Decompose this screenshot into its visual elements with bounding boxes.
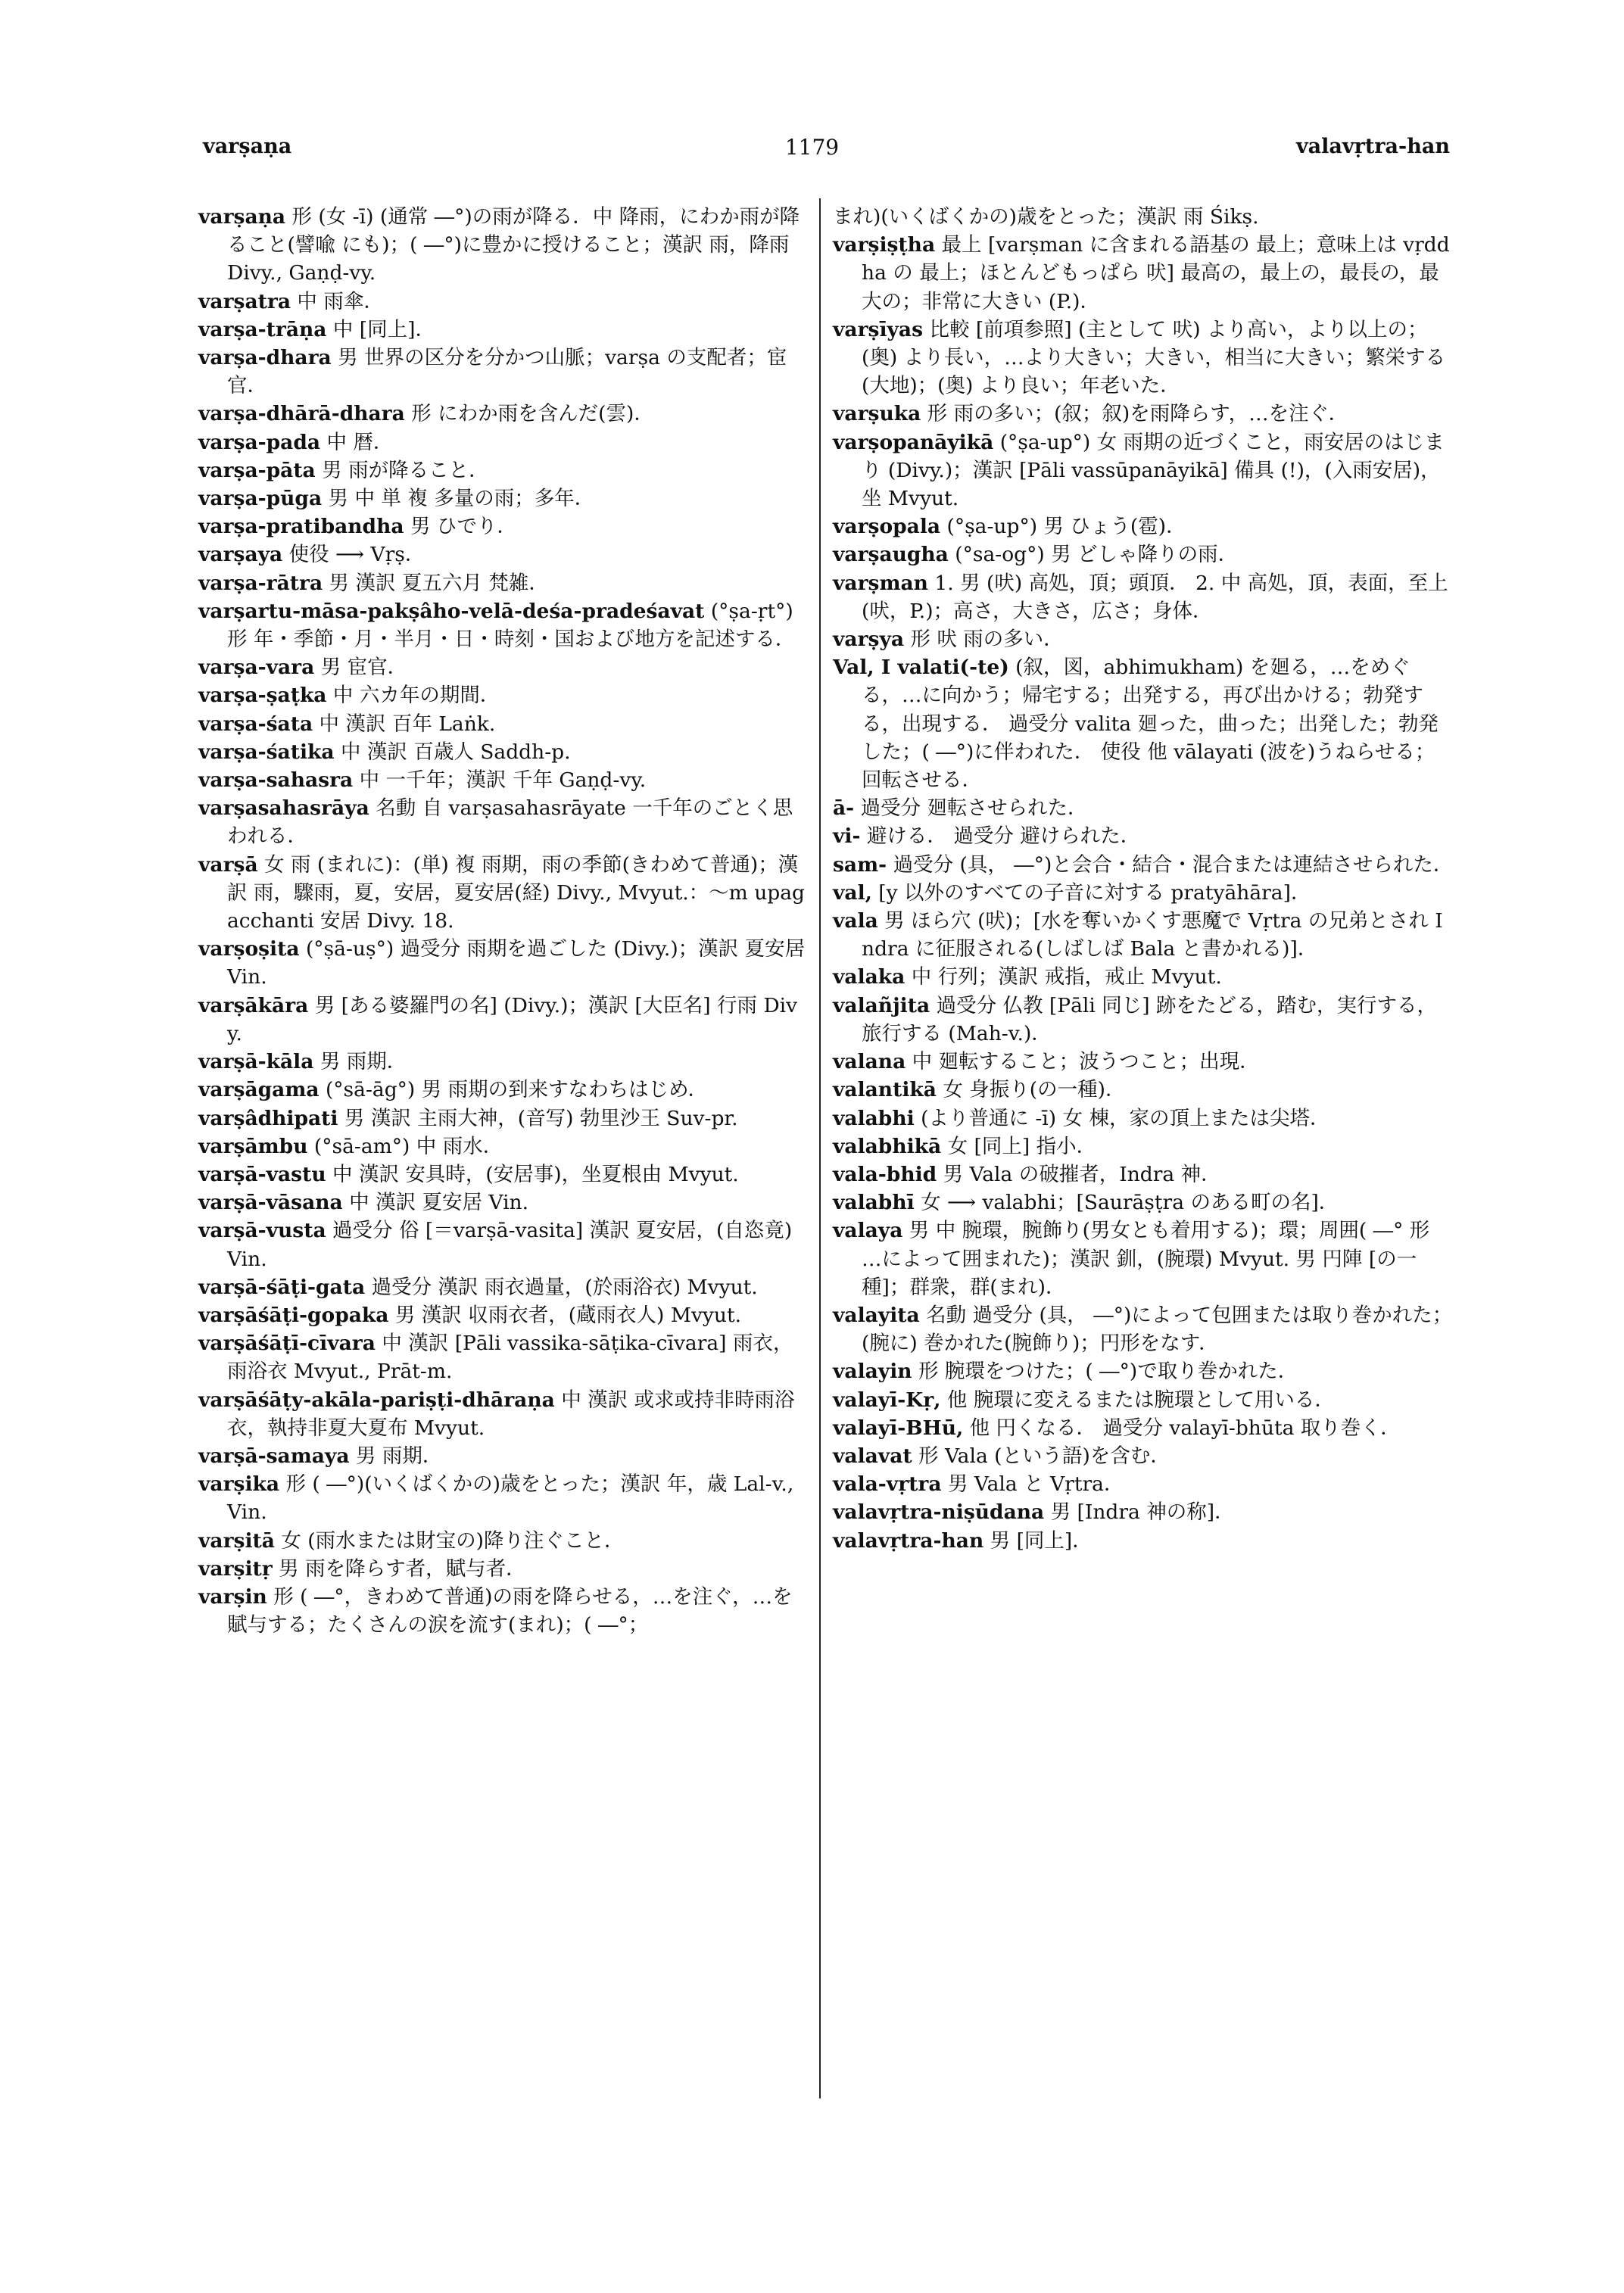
dictionary-entry xyxy=(198,851,812,936)
dictionary-entry xyxy=(833,1442,1454,1470)
definition: 男 中 単 複 多量の雨；多年． xyxy=(322,487,595,511)
definition: (°ṣa-ṛt°) 形 年・季節・月・半月・日・時刻・国および地方を記述する． xyxy=(227,599,796,652)
headword: varṣya xyxy=(833,628,905,652)
dictionary-entry xyxy=(198,1527,812,1555)
headword: varṣa-vara xyxy=(198,656,315,680)
headword: varṣika xyxy=(198,1472,280,1497)
definition: 使役 ⟶ Vṛṣ． xyxy=(282,543,425,567)
dictionary-entry xyxy=(833,653,1454,794)
headword: varṣā-vastu xyxy=(198,1162,326,1186)
definition: (°ṣā-uṣ°) 過受分 雨期を過ごした (Divy.)；漢訳 夏安居 Vin. xyxy=(227,937,806,989)
dictionary-entry xyxy=(198,794,812,850)
dictionary-entry xyxy=(833,1527,1454,1555)
headword: varṣitā xyxy=(198,1528,275,1553)
headword: valavṛtra-niṣūdana xyxy=(833,1500,1045,1525)
definition: 中 漢訳 [Pāli vassika-sāṭika-cīvara] 雨衣，雨浴衣 Mvyut., Prāt-m. xyxy=(227,1332,793,1384)
definition: (°sā-āg°) 男 雨期の到来すなわちはじめ． xyxy=(319,1078,709,1102)
headword: varṣā-samaya xyxy=(198,1444,350,1468)
dictionary-entry xyxy=(198,1555,812,1583)
column-divider xyxy=(819,198,821,2098)
dictionary-entry xyxy=(833,1161,1454,1189)
headword: varṣartu-māsa-pakṣâho-velā-deśa-pradeśavat xyxy=(198,599,705,623)
definition: 形 (女 -ī) (通常 ―°)の雨が降る．中 降雨，にわか雨が降ること(譬喩 にも)；( ―°)に豊かに授けること；漢訳 雨，降雨 Divy., Gaṇḍ-vy. xyxy=(227,205,800,285)
headword: varṣāśāṭī-cīvara xyxy=(198,1332,376,1356)
headword: varṣīyas xyxy=(833,317,924,341)
running-head-right: valavṛtra-han xyxy=(1295,135,1450,158)
definition: 中 漢訳 百歳人 Saddh-p. xyxy=(334,740,571,764)
headword: varṣa-śata xyxy=(198,712,313,736)
headword: vala-vṛtra xyxy=(833,1472,942,1497)
page-header xyxy=(0,135,1624,173)
definition: 男 漢訳 主雨大神，(音写) 勃里沙王 Suv-pr. xyxy=(338,1106,738,1130)
headword: varṣaṇa xyxy=(198,205,286,229)
definition: 中 行列；漢訳 戒指，戒止 Mvyut. xyxy=(905,965,1222,989)
headword: varṣaugha xyxy=(833,543,949,567)
headword: valana xyxy=(833,1050,906,1074)
headword: ā- xyxy=(833,796,855,821)
dictionary-entry xyxy=(198,1329,812,1385)
definition: 避ける． 過受分 避けられた． xyxy=(860,824,1141,849)
headword: valayī-BHū, xyxy=(833,1416,964,1440)
headword: varṣa-sahasra xyxy=(198,768,354,793)
headword: valayin xyxy=(833,1360,912,1384)
headword: valabhi xyxy=(833,1106,915,1130)
definition: 中 漢訳 或求或持非時雨浴衣，執持非夏大夏布 Mvyut. xyxy=(227,1388,795,1440)
definition: 中 漢訳 安具時，(安居事)，坐夏根由 Mvyut. xyxy=(326,1162,739,1186)
dictionary-entry xyxy=(198,288,812,316)
right-column xyxy=(833,203,1454,1555)
dictionary-entry xyxy=(833,822,1454,850)
dictionary-entry xyxy=(833,1189,1454,1217)
dictionary-entry xyxy=(198,569,812,597)
definition: [y 以外のすべての子音に対する pratyāhāra]． xyxy=(871,880,1311,905)
definition: 1. 男 (吠) 高処，頂；頭頂． 2. 中 高処，頂，表面，至上 (吠，P.)；高さ，大きさ，広さ；身体． xyxy=(862,571,1448,623)
headword: val, xyxy=(833,880,872,905)
dictionary-entry xyxy=(198,344,812,400)
dictionary-entry xyxy=(833,1386,1454,1414)
dictionary-entry xyxy=(198,738,812,766)
definition: 男 雨を降らす者，賦与者． xyxy=(272,1556,526,1581)
headword: sam- xyxy=(833,852,887,877)
dictionary-entry xyxy=(198,681,812,709)
dictionary-entry xyxy=(198,456,812,484)
headword: valabhikā xyxy=(833,1134,942,1158)
headword: varṣāśāṭi-gopaka xyxy=(198,1303,389,1327)
dictionary-entry xyxy=(198,1161,812,1189)
dictionary-entry xyxy=(833,231,1454,316)
definition: まれ)(いくばくかの)歳をとった；漢訳 雨 Śikṣ. xyxy=(833,205,1259,229)
dictionary-entry xyxy=(198,400,812,428)
definition: (°ṣa-up°) 女 雨期の近づくこと，雨安居のはじまり (Divy.)；漢訳 [Pāli vassūpanāyikā] 備具 (!)，(入雨安居)，坐 Mvyut. xyxy=(862,430,1445,511)
definition: 男 Vala の破摧者，Indra 神． xyxy=(937,1162,1221,1186)
headword: varṣā-vusta xyxy=(198,1219,326,1243)
headword: valabhī xyxy=(833,1191,915,1215)
definition: (°sā-am°) 中 雨水． xyxy=(307,1134,503,1158)
definition: 女 [同上] 指小． xyxy=(941,1134,1097,1158)
definition: 過受分 (具， ―°)と会合・結合・混合または連結させられた． xyxy=(887,852,1454,877)
dictionary-entry xyxy=(833,1132,1454,1161)
headword: varṣoṣita xyxy=(198,937,300,961)
dictionary-entry xyxy=(198,484,812,512)
dictionary-entry xyxy=(833,203,1454,231)
headword: valañjita xyxy=(833,993,930,1017)
definition: 男 世界の区分を分かつ山脈；varṣa の支配者；宦官． xyxy=(227,346,787,398)
headword: valayita xyxy=(833,1303,920,1327)
headword: varṣa-śatika xyxy=(198,740,335,764)
dictionary-entry xyxy=(833,316,1454,400)
headword: varṣa-rātra xyxy=(198,571,323,595)
definition: 形 にわか雨を含んだ(雲)． xyxy=(404,402,654,426)
headword: valaya xyxy=(833,1219,903,1243)
headword: varṣuka xyxy=(833,402,921,426)
definition: 中 一千年；漢訳 千年 Gaṇḍ-vy. xyxy=(353,768,647,793)
dictionary-entry xyxy=(833,1498,1454,1526)
headword: varṣman xyxy=(833,571,928,595)
dictionary-entry xyxy=(198,1273,812,1301)
definition: 中 漢訳 夏安居 Vin. xyxy=(342,1191,529,1215)
headword: valavṛtra-han xyxy=(833,1528,984,1553)
dictionary-entry xyxy=(198,1301,812,1329)
dictionary-entry xyxy=(833,400,1454,428)
definition: (°ṣa-up°) 男 ひょう(雹)． xyxy=(940,515,1186,539)
headword: varṣa-dhara xyxy=(198,346,332,370)
headword: varṣa-ṣaṭka xyxy=(198,684,327,708)
definition: 中 [同上]． xyxy=(326,317,435,341)
headword: vala-bhid xyxy=(833,1162,937,1186)
dictionary-entry xyxy=(198,203,812,288)
definition: 男 Vala と Vṛtra． xyxy=(941,1472,1124,1497)
definition: 男 [ある婆羅門の名] (Divy.)；漢訳 [大臣名] 行雨 Divy. xyxy=(227,993,798,1045)
headword: varṣa-trāṇa xyxy=(198,317,327,341)
dictionary-entry xyxy=(833,907,1454,963)
dictionary-entry xyxy=(833,1048,1454,1076)
headword: varṣā-vāsana xyxy=(198,1191,343,1215)
headword: valavat xyxy=(833,1444,912,1468)
definition: 名動 過受分 (具， ―°)によって包囲または取り巻かれた；(腕に) 巻かれた(腕飾り)；円形をなす． xyxy=(862,1303,1453,1356)
dictionary-entry xyxy=(198,597,812,653)
headword: varṣāśāṭy-akāla-pariṣṭi-dhāraṇa xyxy=(198,1388,555,1412)
definition: 男 [同上]． xyxy=(983,1528,1093,1553)
dictionary-entry xyxy=(833,541,1454,569)
definition: 女 (雨水または財宝の)降り注ぐこと． xyxy=(274,1528,625,1553)
definition: 女 雨 (まれに)：(単) 複 雨期，雨の季節(きわめて普通)；漢訳 雨，驟雨，夏，安居，夏安居(経) Divy., Mvyut.：～m upagacchanti 安居 Divy. 18. xyxy=(227,852,806,933)
dictionary-entry xyxy=(833,992,1454,1048)
headword: varṣa-pāta xyxy=(198,458,316,482)
dictionary-entry xyxy=(833,1357,1454,1385)
dictionary-entry xyxy=(198,766,812,794)
definition: 過受分 仏教 [Pāli 同じ] 跡をたどる，踏む，実行する，旅行する (Mah-v.)． xyxy=(862,993,1438,1045)
dictionary-entry xyxy=(198,1217,812,1273)
dictionary-entry xyxy=(198,428,812,456)
headword: varṣā-śāṭi-gata xyxy=(198,1275,366,1299)
definition: 中 雨傘． xyxy=(291,289,384,313)
definition: 最上 [varṣman に含まれる語基の 最上；意味上は vṛddha の 最上；ほとんどもっぱら 吠] 最高の，最上の，最長の，最大の；非常に大きい (P.)． xyxy=(862,233,1450,313)
definition: 女 身振り(の一種)． xyxy=(936,1078,1126,1102)
headword: varṣā xyxy=(198,852,258,877)
headword: varṣā-kāla xyxy=(198,1050,314,1074)
definition: 男 雨期． xyxy=(313,1050,407,1074)
running-head-left: varṣaṇa xyxy=(203,135,292,158)
definition: 形 Vala (という語)を含む． xyxy=(912,1444,1170,1468)
dictionary-entry xyxy=(198,512,812,541)
dictionary-entry xyxy=(198,541,812,569)
dictionary-entry xyxy=(833,963,1454,991)
definition: 中 漢訳 百年 Laṅk. xyxy=(313,712,496,736)
headword: varṣa-pratibandha xyxy=(198,515,404,539)
dictionary-entry xyxy=(198,1048,812,1076)
dictionary-entry xyxy=(833,428,1454,513)
dictionary-entry xyxy=(198,935,812,991)
dictionary-entry xyxy=(833,1217,1454,1301)
dictionary-entry xyxy=(198,1583,812,1639)
dictionary-entry xyxy=(198,1386,812,1442)
definition: (叙，図，abhimukham) を廻る，…をめぐる，…に向かう；帰宅する；出発する，再び出かける；勃発する，出現する． 過受分 valita 廻った，曲った；出発した；勃発した；( ―°)に伴われた． 使役 他 vālayati (波を)うねらせる；回転させる． xyxy=(862,656,1439,793)
dictionary-entry xyxy=(198,653,812,681)
definition: 形 腕環をつけた；( ―°)で取り巻かれた． xyxy=(912,1360,1298,1384)
left-column xyxy=(198,203,812,1639)
dictionary-entry xyxy=(198,1132,812,1161)
definition: 過受分 漢訳 雨衣過量，(於雨浴衣) Mvyut. xyxy=(365,1275,758,1299)
dictionary-entry xyxy=(833,879,1454,907)
dictionary-entry xyxy=(833,1301,1454,1357)
definition: 他 腕環に変えるまたは腕環として用いる． xyxy=(940,1388,1335,1412)
definition: 過受分 廻転させられた． xyxy=(854,796,1088,821)
definition: (より普通に -ī) 女 棟，家の頂上または尖塔． xyxy=(914,1106,1330,1130)
headword: varṣopala xyxy=(833,515,941,539)
definition: 名動 自 varṣasahasrāyate 一千年のごとく思われる． xyxy=(227,796,793,849)
dictionary-entry xyxy=(833,1076,1454,1104)
headword: vi- xyxy=(833,824,861,849)
headword: valaka xyxy=(833,965,906,989)
headword: vala xyxy=(833,909,878,933)
headword: varṣopanāyikā xyxy=(833,430,994,454)
definition: 形 ( ―°，きわめて普通)の雨を降らせる，…を注ぐ，…を賦与する；たくさんの涙を流す(まれ)；( ―°； xyxy=(227,1584,793,1637)
dictionary-entry xyxy=(198,1104,812,1132)
page-number: 1179 xyxy=(784,135,840,160)
headword: varṣasahasrāya xyxy=(198,796,369,821)
definition: 男 漢訳 収雨衣者，(蔵雨衣人) Mvyut. xyxy=(388,1303,742,1327)
definition: 過受分 俗 [＝varṣā-vasita] 漢訳 夏安居，(自恣竟) Vin. xyxy=(227,1219,793,1271)
dictionary-entry xyxy=(833,512,1454,541)
dictionary-entry xyxy=(833,1104,1454,1132)
dictionary-entry xyxy=(833,1414,1454,1442)
dictionary-entry xyxy=(198,1076,812,1104)
headword: varṣitṛ xyxy=(198,1556,273,1581)
dictionary-entry xyxy=(198,710,812,738)
headword: varṣa-pada xyxy=(198,430,321,454)
definition: 男 ひでり． xyxy=(404,515,517,539)
definition: 形 ( ―°)(いくばくかの)歳をとった；漢訳 年，歳 Lal-v., Vin. xyxy=(227,1472,794,1525)
headword: varṣāgama xyxy=(198,1078,320,1102)
headword: varṣāmbu xyxy=(198,1134,308,1158)
definition: 男 宦官． xyxy=(314,656,408,680)
definition: 形 雨の多い；(叙；叙)を雨降らす，…を注ぐ． xyxy=(921,402,1349,426)
dictionary-entry xyxy=(833,1470,1454,1498)
definition: (°sa-og°) 男 どしゃ降りの雨． xyxy=(948,543,1239,567)
definition: 中 廻転すること；波うつこと；出現． xyxy=(906,1050,1260,1074)
definition: 他 円くなる． 過受分 valayī-bhūta 取り巻く． xyxy=(963,1416,1401,1440)
headword: varṣiṣṭha xyxy=(833,233,936,257)
headword: varṣin xyxy=(198,1584,267,1609)
headword: varṣa-dhārā-dhara xyxy=(198,402,405,426)
definition: 男 ほら穴 (吠)；[水を奪いかくす悪魔で Vṛtra の兄弟とされ Indra に征服される(しばしば Bala と書かれる)]． xyxy=(862,909,1443,961)
dictionary-entry xyxy=(198,1189,812,1217)
headword: varṣâdhipati xyxy=(198,1106,338,1130)
dictionary-entry xyxy=(833,794,1454,822)
dictionary-entry xyxy=(198,1470,812,1526)
definition: 形 吠 雨の多い． xyxy=(904,628,1064,652)
headword: varṣatra xyxy=(198,289,291,313)
dictionary-entry xyxy=(198,1442,812,1470)
definition: 男 [Indra 神の称]． xyxy=(1044,1500,1235,1525)
headword: Val, I valati(-te) xyxy=(833,656,1009,680)
dictionary-entry xyxy=(198,316,812,344)
definition: 男 漢訳 夏五六月 梵雑． xyxy=(323,571,549,595)
headword: varṣākāra xyxy=(198,993,309,1017)
dictionary-entry xyxy=(833,851,1454,879)
definition: 男 中 腕環，腕飾り(男女とも着用する)；環；周囲( ―° 形 …によって囲まれた)；漢訳 釧，(腕環) Mvyut. 男 円陣 [の一種]；群衆，群(まれ)． xyxy=(862,1219,1430,1299)
definition: 中 六カ年の期間． xyxy=(326,684,500,708)
definition: 比較 [前項参照] (主として 吠) より高い，より以上の；(奥) より長い，…より大きい；大きい，相当に大きい；繁栄する(大地)；(奥) より良い；年老いた． xyxy=(862,317,1446,398)
headword: varṣaya xyxy=(198,543,283,567)
definition: 中 暦． xyxy=(320,430,394,454)
headword: valayī-Kṛ, xyxy=(833,1388,941,1412)
dictionary-entry xyxy=(198,992,812,1048)
definition: 男 雨が降ること． xyxy=(315,458,489,482)
headword: valantikā xyxy=(833,1078,937,1102)
definition: 女 ⟶ valabhi；[Saurāṣṭra のある町の名]． xyxy=(914,1191,1339,1215)
definition: 男 雨期． xyxy=(349,1444,443,1468)
headword: varṣa-pūga xyxy=(198,487,323,511)
dictionary-entry xyxy=(833,625,1454,653)
dictionary-entry xyxy=(833,569,1454,625)
